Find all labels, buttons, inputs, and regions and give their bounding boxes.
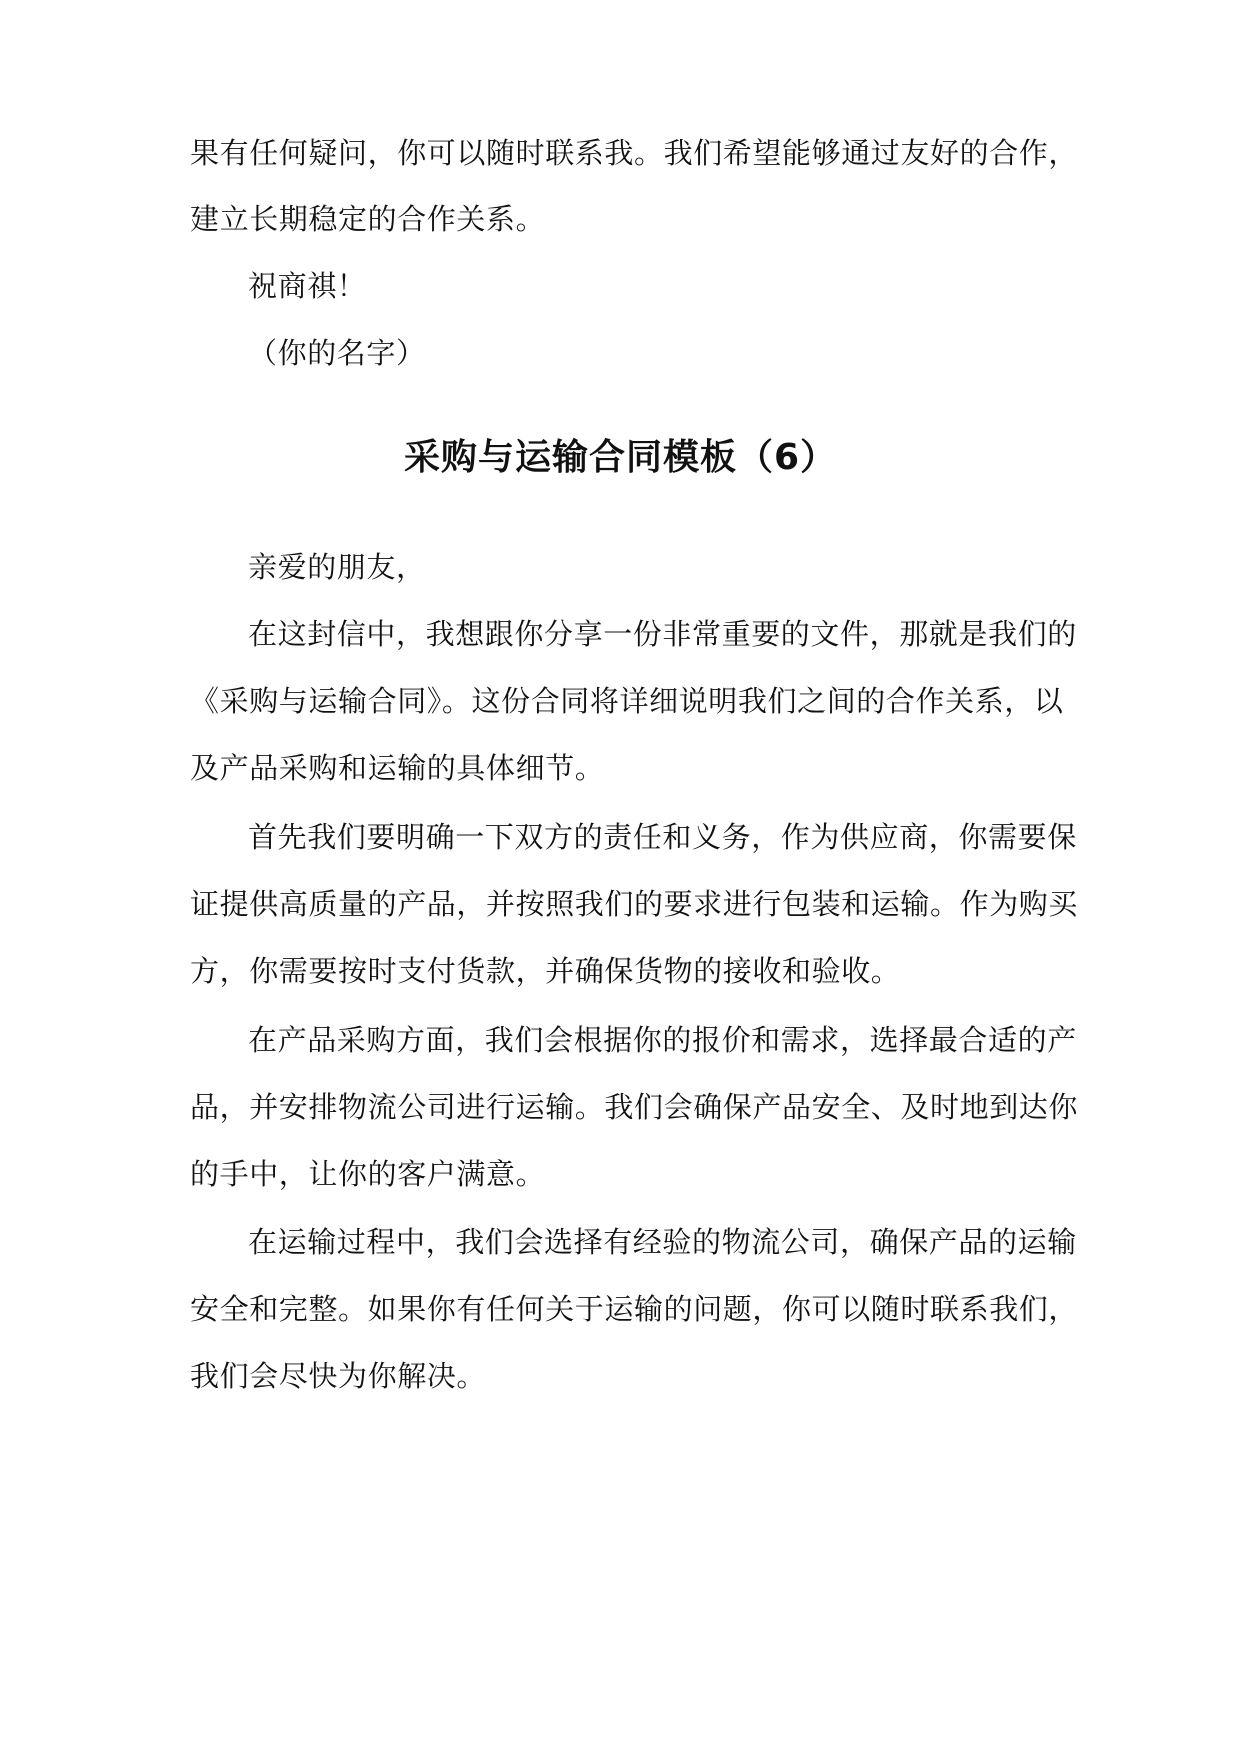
paragraph-4-line-3: 我们会尽快为你解决。	[190, 1359, 487, 1393]
paragraph-4-line-1: 在运输过程中，我们会选择有经验的物流公司，确保产品的运输	[248, 1225, 1077, 1259]
intro-line-1: 果有任何疑问，你可以随时联系我。我们希望能够通过友好的合作，	[190, 136, 1079, 170]
paragraph-2-line-3: 方，你需要按时支付货款，并确保货物的接收和验收。	[190, 954, 901, 988]
paragraph-3-line-3: 的手中，让你的客户满意。	[190, 1157, 546, 1191]
paragraph-1-line-2: 《采购与运输合同》。这份合同将详细说明我们之间的合作关系，以	[190, 684, 1064, 718]
section-title: 采购与运输合同模板（6）	[403, 437, 838, 478]
paragraph-1-line-1: 在这封信中，我想跟你分享一份非常重要的文件，那就是我们的	[248, 617, 1077, 651]
paragraph-4-line-2: 安全和完整。如果你有任何关于运输的问题，你可以随时联系我们，	[190, 1292, 1079, 1326]
signature-text: （你的名字）	[248, 336, 426, 370]
intro-line-2: 建立长期稳定的合作关系。	[190, 202, 546, 236]
closing-text: 祝商祺！	[248, 269, 367, 303]
paragraph-3-line-1: 在产品采购方面，我们会根据你的报价和需求，选择最合适的产	[248, 1023, 1077, 1057]
paragraph-1-line-3: 及产品采购和运输的具体细节。	[190, 751, 605, 785]
paragraph-3-line-2: 品，并安排物流公司进行运输。我们会确保产品安全、及时地到达你	[190, 1090, 1079, 1124]
paragraph-2-line-1: 首先我们要明确一下双方的责任和义务，作为供应商，你需要保	[248, 820, 1077, 854]
paragraph-2-line-2: 证提供高质量的产品，并按照我们的要求进行包装和运输。作为购买	[190, 887, 1079, 921]
greeting-text: 亲爱的朋友，	[248, 550, 426, 584]
